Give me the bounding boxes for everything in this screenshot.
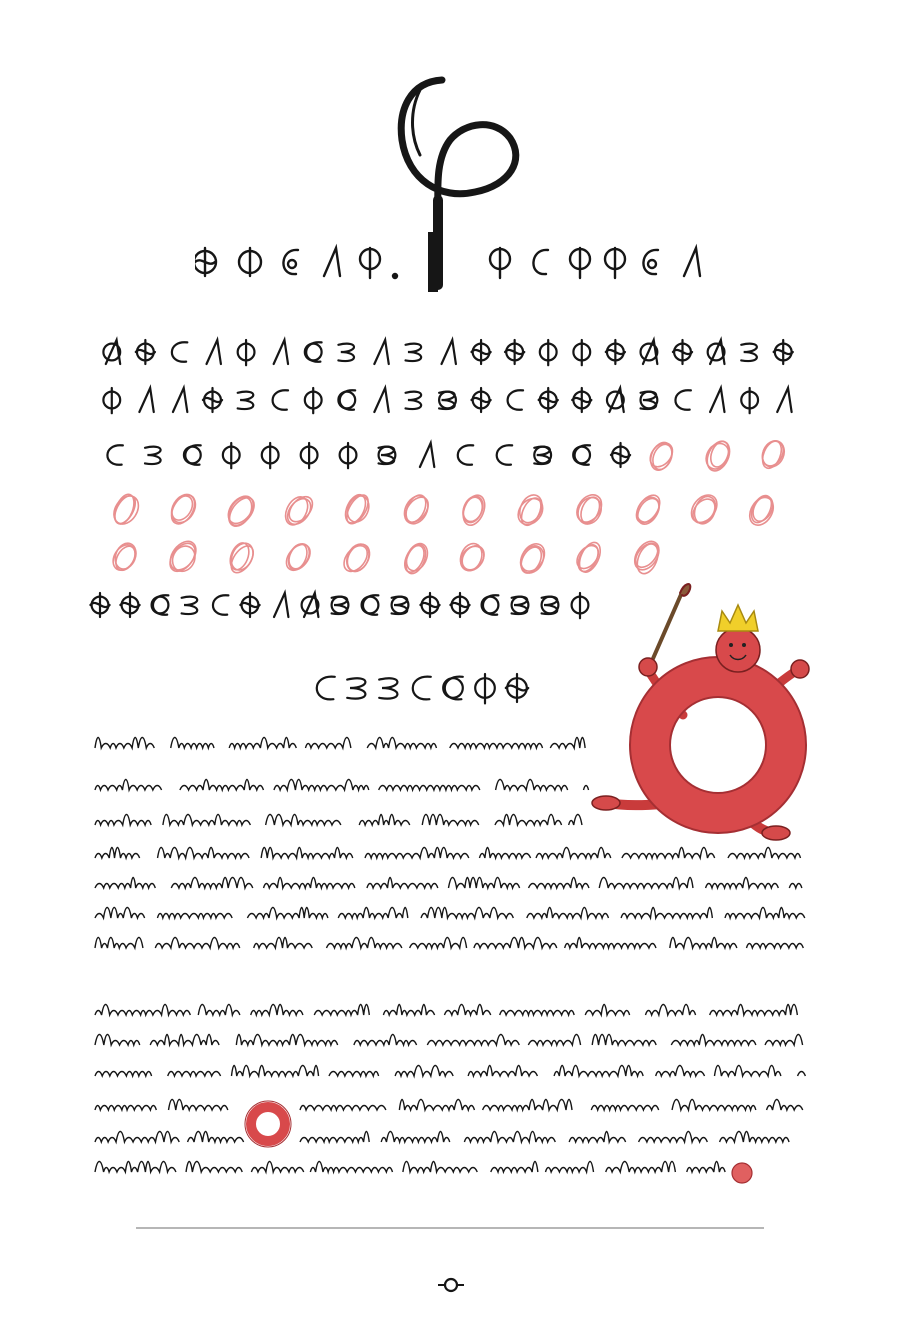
inline-red-ring: [242, 1098, 294, 1150]
footer-rule: [136, 1226, 776, 1230]
page-mark-icon: [436, 1275, 466, 1295]
red-ring-character-illustration: [588, 575, 818, 855]
inline-red-dot: [729, 1160, 755, 1186]
